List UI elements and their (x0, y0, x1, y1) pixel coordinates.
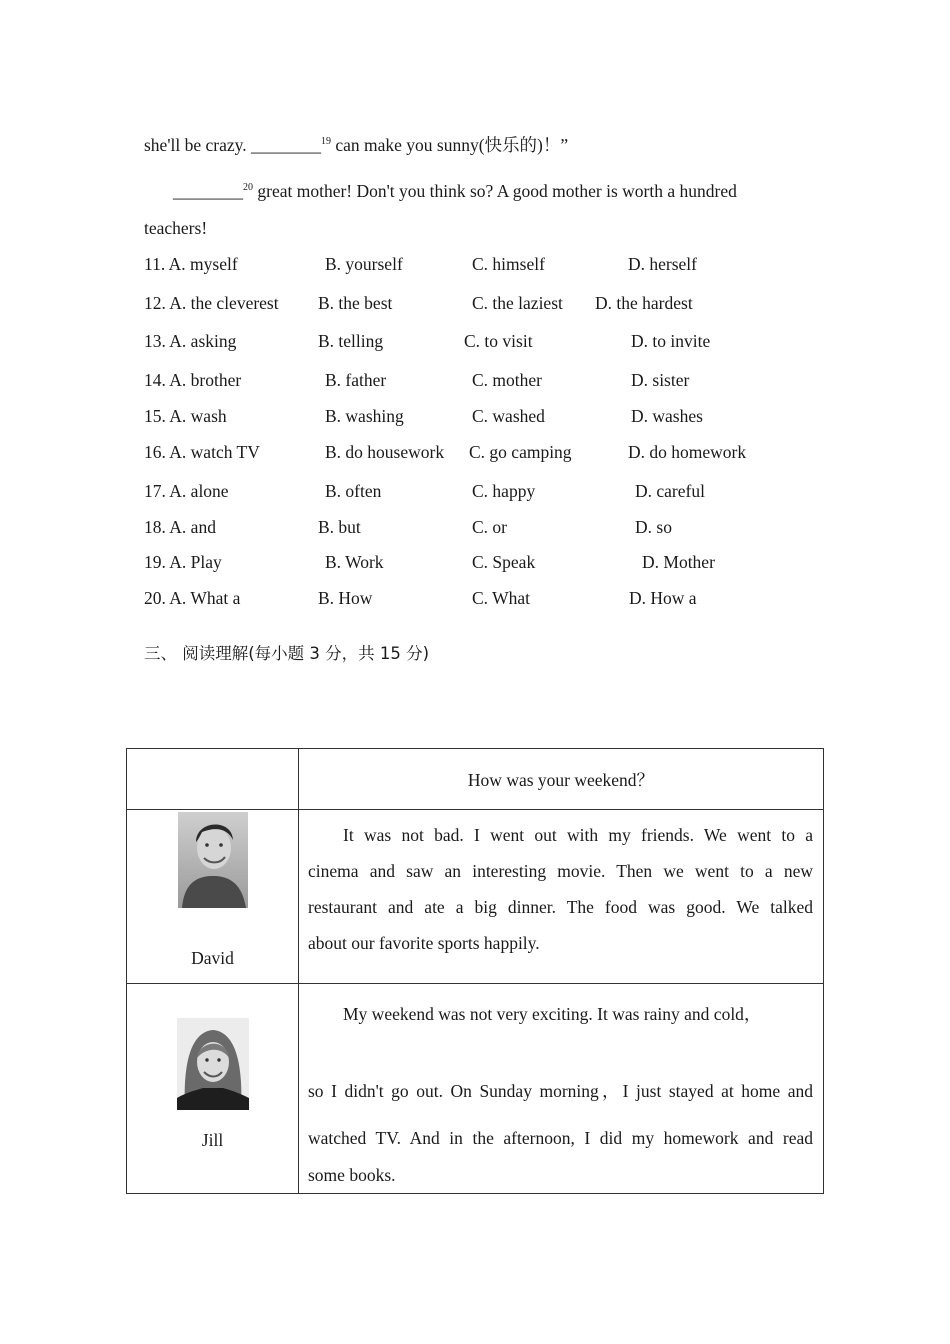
question-12-option-c: C. the laziest (472, 293, 563, 313)
question-14-option-b: B. father (325, 370, 387, 390)
question-11-option-c: C. himself (472, 254, 545, 274)
passage-line-2 (173, 181, 737, 202)
question-15-option-d: D. washes (631, 406, 703, 426)
question-17-option-d: D. careful (635, 481, 705, 501)
question-19-option-a: 19. A. Play (144, 552, 222, 572)
question-13-option-d: D. to invite (631, 331, 711, 351)
line2-end: great mother! Don't you think so? A good mother is worth a hundred (253, 181, 737, 201)
david-line-1: It was not bad. I went out with my friends. We went to a (343, 825, 813, 845)
question-12-option-a: 12. A. the cleverest (144, 293, 279, 313)
line1-end: can make you sunny(快乐的)！” (330, 135, 569, 155)
table-row-david (127, 810, 824, 984)
question-15-option-c: C. washed (472, 406, 545, 426)
david-line-3: restaurant and ate a big dinner. The food was good. We talked (308, 897, 813, 917)
question-13-option-b: B. telling (318, 331, 384, 351)
question-18-option-a: 18. A. and (144, 517, 216, 537)
david-name: David (191, 948, 234, 968)
question-17-option-b: B. often (325, 481, 382, 501)
question-16-option-c: C. go camping (469, 442, 572, 462)
question-16-option-a: 16. A. watch TV (144, 442, 260, 462)
jill-line-2: so I didn't go out. On Sunday morning，I just stayed at home and (308, 1081, 813, 1101)
jill-name: Jill (201, 1130, 224, 1150)
david-cell (127, 810, 299, 984)
question-18-option-b: B. but (318, 517, 361, 537)
question-16-option-b: B. do housework (325, 442, 445, 462)
question-11-option-a: 11. A. myself (144, 254, 238, 274)
question-19-option-d: D. Mother (642, 552, 715, 572)
question-18-option-c: C. or (472, 517, 507, 537)
david-photo-icon (178, 812, 248, 908)
david-text (299, 810, 824, 984)
question-11-option-d: D. herself (628, 254, 698, 274)
line1-start: she'll be crazy. ________ (144, 135, 321, 155)
question-20-option-b: B. How (318, 588, 373, 608)
question-17-option-c: C. happy (472, 481, 536, 501)
table-header-row (127, 749, 824, 810)
jill-line-3: watched TV. And in the afternoon, I did my homework and read (308, 1128, 813, 1148)
david-line-4: about our favorite sports happily. (308, 933, 540, 953)
question-12-option-b: B. the best (318, 293, 393, 313)
table-row-jill (127, 984, 824, 1194)
line2-blank: ________ (173, 181, 243, 201)
question-19-option-b: B. Work (325, 552, 384, 572)
jill-cell (127, 984, 299, 1194)
jill-text (299, 984, 824, 1194)
jill-line-4: some books. (308, 1165, 396, 1185)
question-20-option-a: 20. A. What a (144, 588, 241, 608)
david-line-2: cinema and saw an interesting movie. Then we went to a new (308, 861, 813, 881)
section-title: 三、 阅读理解(每小题 3 分，共 15 分) (144, 644, 430, 663)
question-18-option-d: D. so (635, 517, 672, 537)
jill-line-1: My weekend was not very exciting. It was rainy and cold， (343, 1004, 762, 1024)
reading-table (126, 748, 824, 1194)
passage-line-1 (144, 132, 568, 157)
question-15-option-b: B. washing (325, 406, 404, 426)
question-20-option-d: D. How a (629, 588, 697, 608)
question-19-option-c: C. Speak (472, 552, 536, 572)
question-14-option-d: D. sister (631, 370, 690, 390)
passage-line-3: teachers! (144, 218, 208, 238)
question-13-option-a: 13. A. asking (144, 331, 237, 351)
question-16-option-d: D. do homework (628, 442, 747, 462)
question-12-option-d: D. the hardest (595, 293, 693, 313)
table-header: How was your weekend？ (299, 749, 824, 810)
jill-photo-icon (177, 1018, 249, 1110)
question-14-option-a: 14. A. brother (144, 370, 242, 390)
question-13-option-c: C. to visit (464, 331, 533, 351)
question-11-option-b: B. yourself (325, 254, 403, 274)
question-14-option-c: C. mother (472, 370, 542, 390)
question-17-option-a: 17. A. alone (144, 481, 229, 501)
empty-header-cell (127, 749, 299, 810)
blank-number-19: 19 (320, 136, 331, 147)
question-15-option-a: 15. A. wash (144, 406, 227, 426)
blank-number-20: 20 (243, 182, 253, 193)
question-20-option-c: C. What (472, 588, 531, 608)
